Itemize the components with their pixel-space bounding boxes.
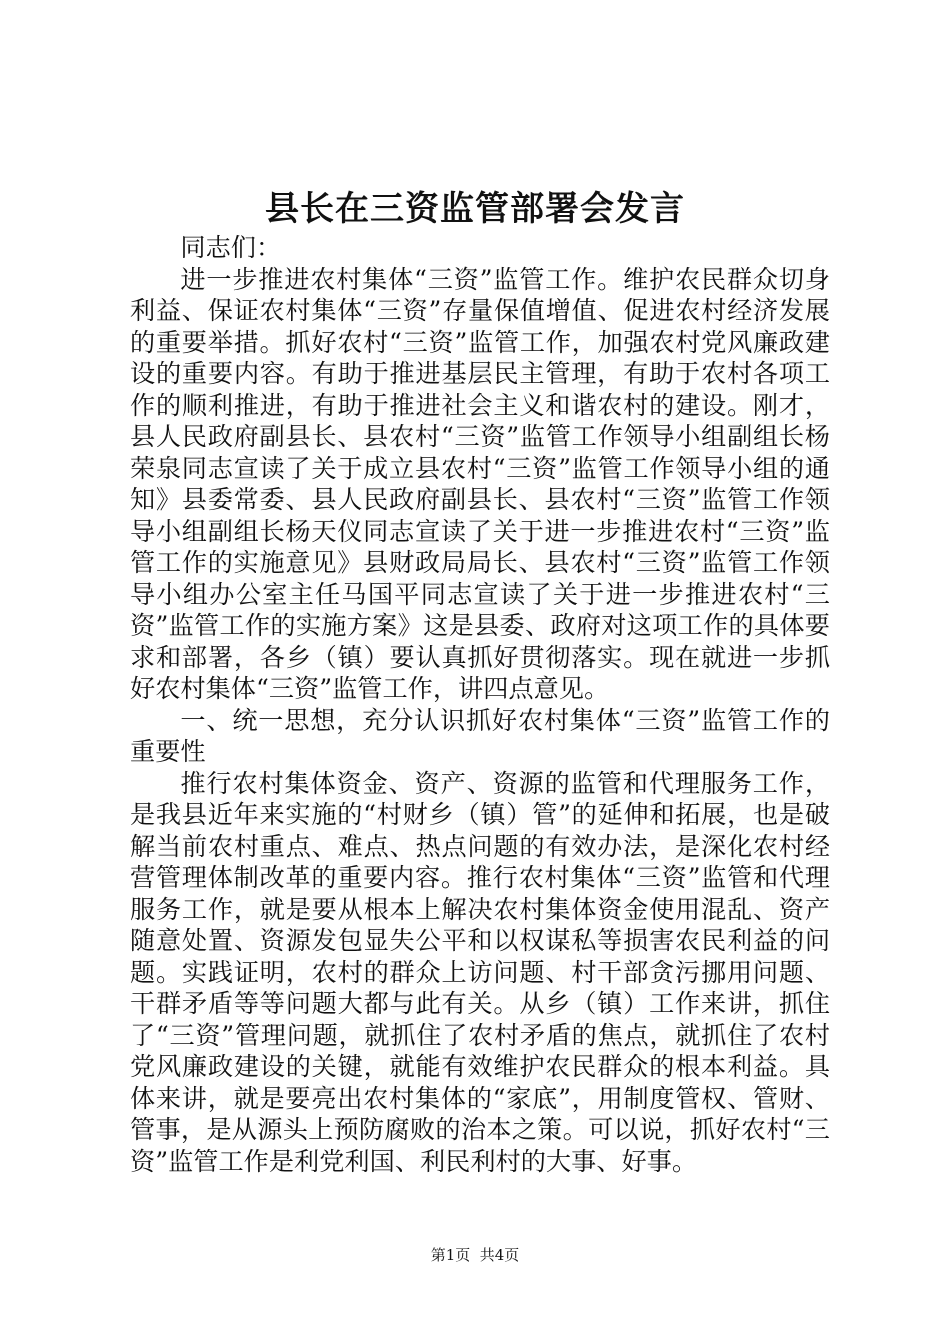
salutation: 同志们： (180, 233, 282, 262)
paragraph-section-1: 推行农村集体资金、资产、资源的监管和代理服务工作，是我县近年来实施的“村财乡（镇）管”的延伸和拓展，也是破解当前农村重点、难点、热点问题的有效办法，是深化农村经营管理体制改革的重要内容。推行农村集体“三资”监管和代理服务工作，就是要从根本上解决农村集体资金使用混乱、资产随意处置、资源发包显失公平和以权谋私等损害农民利益的问题。实践证明，农村的群众上访问题、村干部贪污挪用问题、干群矛盾等等问题大都与此有关。从乡（镇）工作来讲，抓住了“三资”管理问题，就抓住了农村矛盾的焦点，就抓住了农村党风廉政建设的关键，就能有效维护农民群众的根本利益。具体来讲，就是要亮出农村集体的“家底”，用制度管权、管财、管事，是从源头上预防腐败的治本之策。可以说，抓好农村“三资”监管工作是利党利国、利民利村的大事、好事。 (130, 768, 830, 1176)
page-footer: 第1页 共4页 (430, 1246, 520, 1264)
paragraph-intro: 进一步推进农村集体“三资”监管工作。维护农民群众切身利益、保证农村集体“三资”存量保值增值、促进农村经济发展的重要举措。抓好农村“三资”监管工作，加强农村党风廉政建设的重要内容。有助于推进基层民主管理，有助于农村各项工作的顺利推进，有助于推进社会主义和谐农村的建设。刚才，县人民政府副县长、县农村“三资”监管工作领导小组副组长杨荣泉同志宣读了关于成立县农村“三资”监管工作领导小组的通知》县委常委、县人民政府副县长、县农村“三资”监管工作领导小组副组长杨天仪同志宣读了关于进一步推进农村“三资”监管工作的实施意见》县财政局局长、县农村“三资”监管工作领导小组办公室主任马国平同志宣读了关于进一步推进农村“三资”监管工作的实施方案》这是县委、政府对这项工作的具体要求和部署，各乡（镇）要认真抓好贯彻落实。现在就进一步抓好农村集体“三资”监管工作，讲四点意见。 (130, 264, 830, 703)
document-body (130, 232, 830, 1177)
section-heading-1: 一、统一思想，充分认识抓好农村集体“三资”监管工作的重要性 (130, 705, 830, 766)
document-title: 县长在三资监管部署会发言 (265, 189, 685, 229)
